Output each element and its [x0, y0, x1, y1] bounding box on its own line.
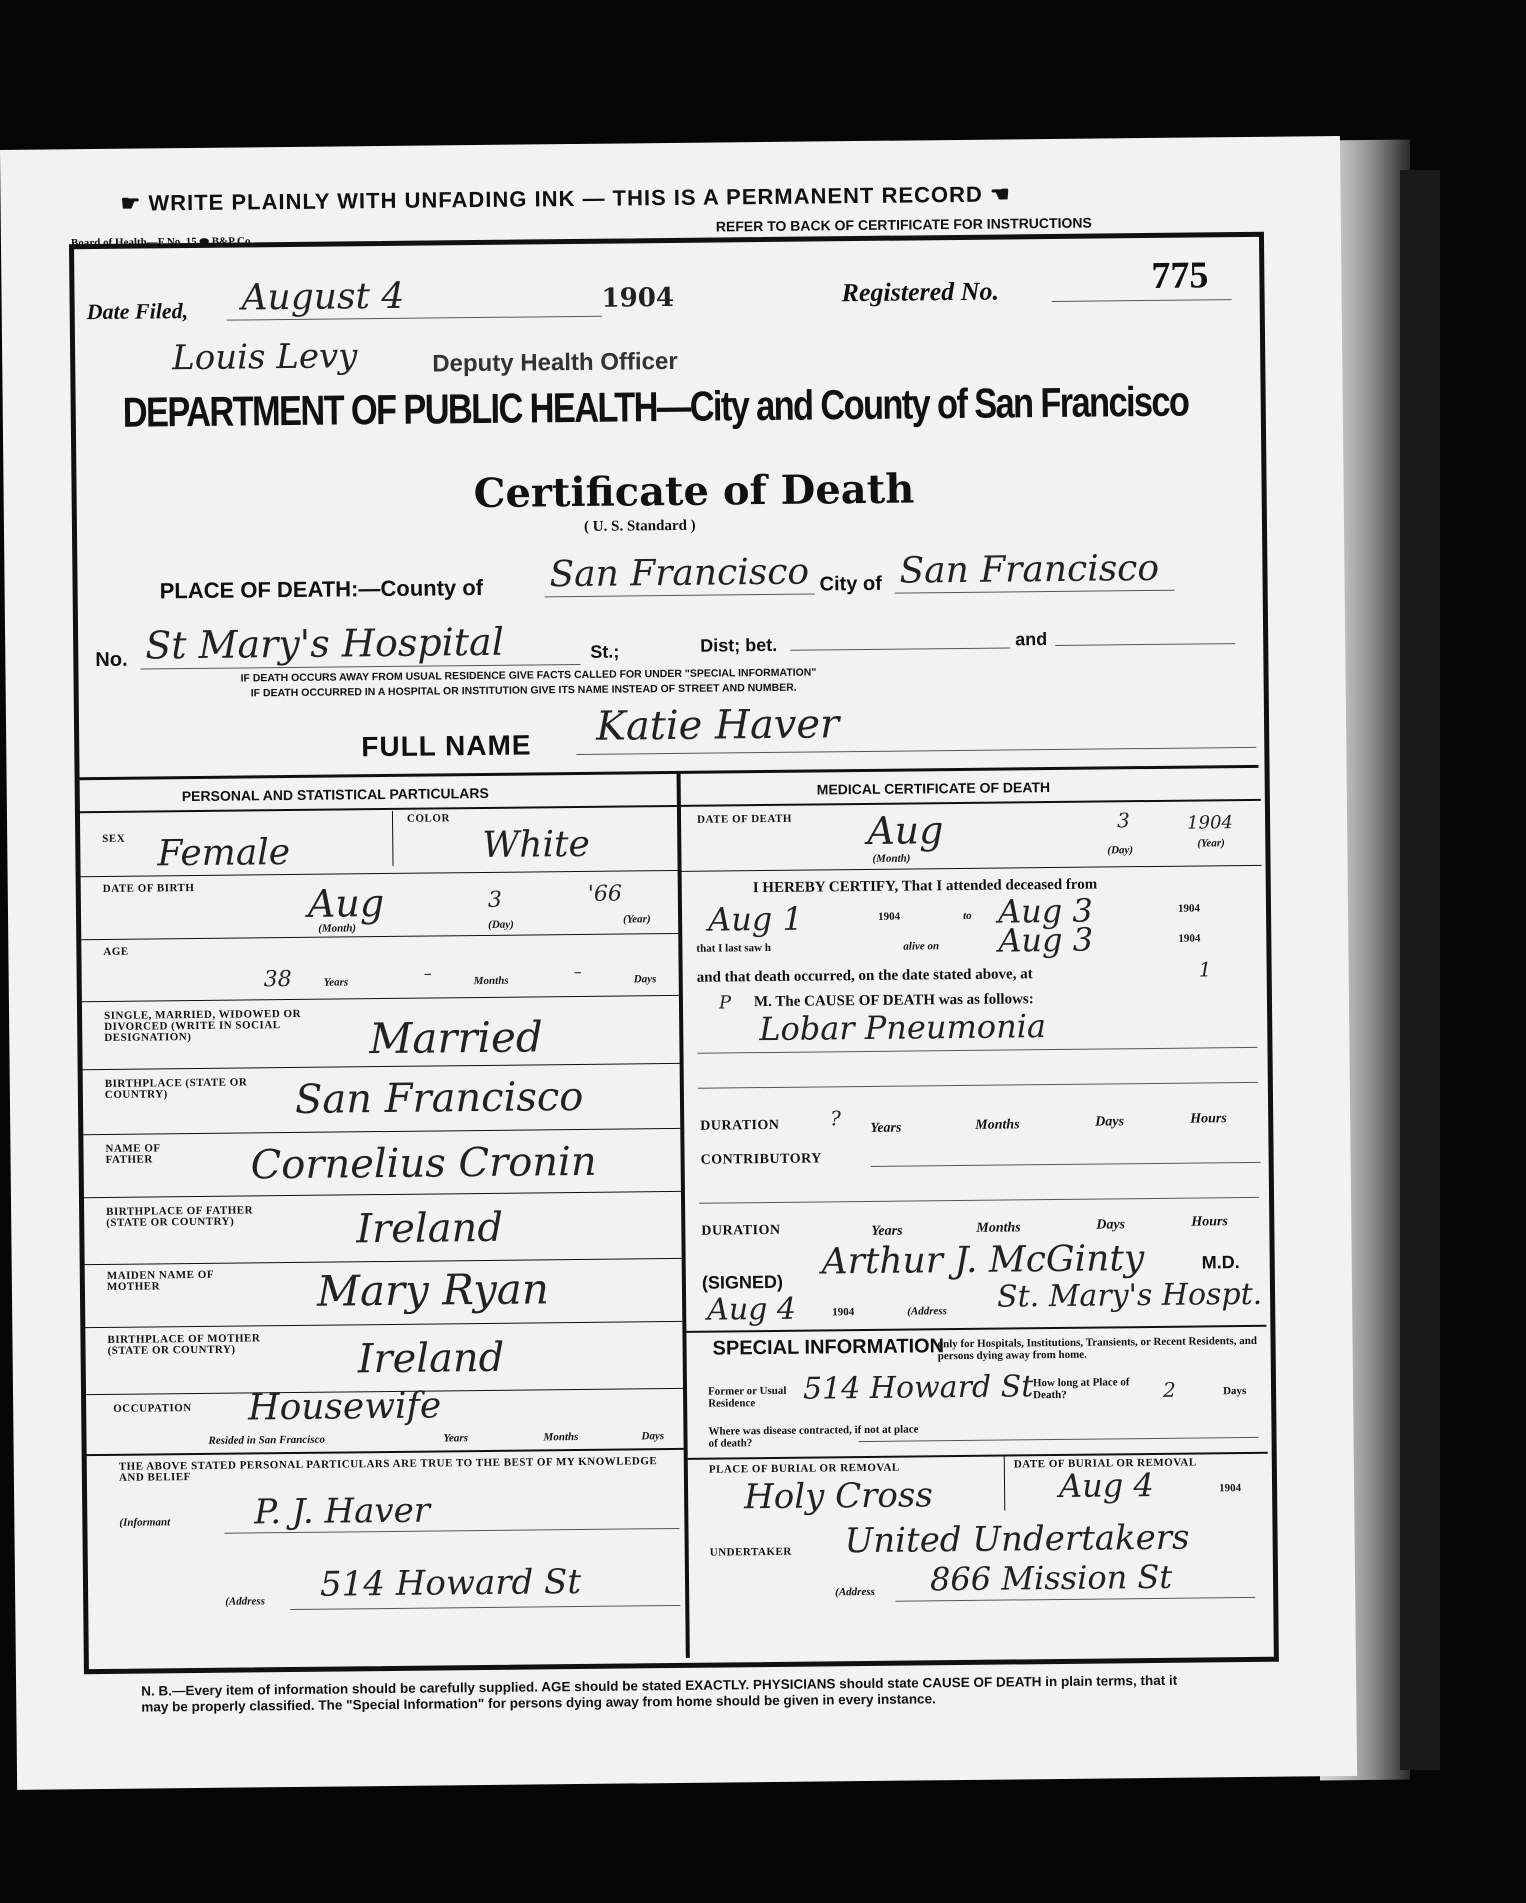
sex-label: SEX	[102, 832, 126, 845]
occurred-at-value: 1	[1198, 957, 1212, 982]
dod-year: 1904	[1187, 812, 1234, 834]
occurred-text: and that death occurred, on the date stated above, at	[696, 966, 1033, 986]
signed-address-label: (Address	[907, 1305, 948, 1318]
attended-to: Aug 3	[997, 891, 1093, 931]
age-years: 38	[263, 966, 292, 993]
cause-value: Lobar Pneumonia	[759, 1007, 1047, 1049]
duration-years-label: Years	[870, 1120, 902, 1136]
alive-year: 1904	[1178, 932, 1201, 945]
burial-place-label: PLACE OF BURIAL OR REMOVAL	[708, 1461, 900, 1476]
am-pm-value: P	[718, 992, 732, 1014]
father-value: Cornelius Cronin	[250, 1138, 597, 1189]
duration2-label: DURATION	[701, 1222, 781, 1239]
resided-years-label: Years	[443, 1432, 469, 1445]
dob-day-label: (Day)	[488, 918, 514, 931]
dod-label: DATE OF DEATH	[696, 812, 793, 826]
full-name-label: FULL NAME	[361, 729, 532, 763]
place-label: PLACE OF DEATH:—County of	[159, 574, 484, 604]
to-label: to	[963, 909, 972, 922]
board-note: Board of Health—F No. 15 ⬬ B&P Co	[70, 235, 251, 250]
full-name-value: Katie Haver	[595, 701, 840, 750]
officer-title: Deputy Health Officer	[432, 347, 678, 378]
how-long-days-label: Days	[1223, 1385, 1247, 1398]
signed-date: Aug 4	[707, 1291, 797, 1328]
dod-year-label: (Year)	[1197, 837, 1225, 850]
special-heading-note: only for Hospitals, Institutions, Transients, or Recent Residents, and persons dying away from home.	[937, 1334, 1258, 1363]
officer-signature: Louis Levy	[171, 336, 358, 379]
and-label: and	[1015, 629, 1048, 650]
md-label: M.D.	[1201, 1252, 1240, 1273]
certify-text: I HEREBY CERTIFY, That I attended deceased from	[752, 876, 1098, 897]
cause-text: M. The CAUSE OF DEATH was as follows:	[753, 991, 1034, 1011]
department-title: DEPARTMENT OF PUBLIC HEALTH—City and County of San Francisco	[122, 377, 1189, 436]
burial-place-value: Holy Cross	[743, 1475, 934, 1518]
certificate-title: Certificate of Death	[473, 465, 915, 518]
refer-note: REFER TO BACK OF CERTIFICATE FOR INSTRUCTIONS	[715, 214, 1092, 235]
father-label: NAME OF FATHER	[105, 1142, 161, 1166]
occupation-label: OCCUPATION	[113, 1402, 192, 1415]
birthplace-label: BIRTHPLACE (STATE OR COUNTRY)	[104, 1076, 248, 1101]
undertaker-value: United Undertakers	[844, 1517, 1190, 1562]
pointing-hand-icon: ☚	[982, 181, 1011, 207]
no-label: No.	[95, 648, 128, 672]
no-value: St Mary's Hospital	[144, 619, 505, 668]
birthplace-value: San Francisco	[294, 1073, 584, 1123]
marital-value: Married	[369, 1012, 543, 1064]
burial-year: 1904	[1219, 1482, 1242, 1495]
burial-date-label: DATE OF BURIAL OR REMOVAL	[1013, 1456, 1197, 1471]
contributory-label: CONTRIBUTORY	[700, 1151, 822, 1168]
attended-to-year: 1904	[1177, 902, 1201, 915]
dod-day-label: (Day)	[1107, 844, 1134, 857]
signed-label: (SIGNED)	[701, 1271, 784, 1293]
resided-label: Resided in San Francisco	[208, 1433, 326, 1447]
duration2-months-label: Months	[976, 1220, 1021, 1236]
death-certificate-page	[0, 136, 1357, 1790]
mother-value: Mary Ryan	[316, 1264, 550, 1316]
registered-label: Registered No.	[841, 276, 1000, 308]
father-birthplace-value: Ireland	[356, 1204, 504, 1253]
mother-label: MAIDEN NAME OF MOTHER	[106, 1268, 214, 1293]
how-long-label: How long at Place of Death?	[1032, 1376, 1130, 1402]
age-days: –	[573, 961, 582, 982]
duration-years-value: ?	[830, 1106, 842, 1131]
dob-day: 3	[487, 887, 503, 913]
signed-year: 1904	[832, 1306, 855, 1319]
mother-birthplace-label: BIRTHPLACE OF MOTHER (STATE OR COUNTRY)	[107, 1332, 261, 1357]
place-note-2: IF DEATH OCCURRED IN A HOSPITAL OR INSTITUTION GIVE ITS NAME INSTEAD OF STREET AND NUMBER.	[250, 681, 797, 700]
special-heading: SPECIAL INFORMATION	[712, 1335, 945, 1360]
alive-on-label: alive on	[903, 940, 940, 953]
informant-address-label: (Address	[225, 1595, 266, 1608]
where-contracted-label: Where was disease contracted, if not at place of death?	[708, 1423, 919, 1450]
dod-month: Aug	[866, 808, 944, 853]
pointing-hand-icon: ☛	[120, 190, 149, 216]
date-filed-label: Date Filed,	[86, 298, 189, 325]
city-label: City of	[819, 572, 882, 596]
dob-year: '66	[587, 881, 623, 907]
attest-text: THE ABOVE STATED PERSONAL PARTICULARS ARE TRUE TO THE BEST OF MY KNOWLEDGE AND BELIEF	[118, 1455, 658, 1484]
age-months: –	[423, 963, 432, 983]
former-residence-label: Former or Usual Residence	[707, 1384, 787, 1410]
duration-label: DURATION	[700, 1117, 780, 1134]
signed-value: Arthur J. McGinty	[821, 1238, 1145, 1283]
last-saw-text: that I last saw h	[696, 941, 772, 955]
city-value: San Francisco	[899, 547, 1160, 592]
personal-heading: PERSONAL AND STATISTICAL PARTICULARS	[181, 784, 489, 805]
color-label: COLOR	[406, 812, 450, 825]
undertaker-address-label: (Address	[835, 1585, 875, 1599]
duration2-hours-label: Hours	[1191, 1214, 1228, 1230]
age-years-label: Years	[323, 976, 349, 989]
attended-from-year: 1904	[878, 910, 901, 923]
date-filed-value: August 4	[241, 275, 405, 319]
burial-date-value: Aug 4	[1058, 1465, 1154, 1505]
marital-label: SINGLE, MARRIED, WIDOWED OR DIVORCED (WRITE IN SOCIAL DESIGNATION)	[104, 1007, 302, 1044]
age-label: AGE	[103, 945, 129, 958]
st-label: St.;	[590, 641, 620, 662]
signed-address-value: St. Mary's Hospt.	[996, 1276, 1263, 1315]
printer-seal-icon: ⬬	[199, 235, 209, 248]
dob-month: Aug	[307, 881, 385, 926]
undertaker-address-value: 866 Mission St	[929, 1557, 1173, 1599]
sex-value: Female	[157, 832, 291, 875]
occupation-value: Housewife	[247, 1385, 442, 1429]
color-value: White	[482, 823, 591, 866]
duration-months-label: Months	[975, 1117, 1020, 1133]
dist-label: Dist; bet.	[700, 634, 778, 656]
standard-note: ( U. S. Standard )	[583, 517, 696, 535]
medical-heading: MEDICAL CERTIFICATE OF DEATH	[816, 779, 1051, 798]
duration-hours-label: Hours	[1190, 1111, 1227, 1127]
resided-months-label: Months	[543, 1431, 579, 1444]
registered-number: 775	[1151, 254, 1209, 297]
age-months-label: Months	[473, 974, 509, 988]
book-spine-shadow	[1400, 170, 1440, 1770]
informant-label: (Informant	[119, 1516, 171, 1529]
duration-days-label: Days	[1095, 1114, 1125, 1130]
alive-date: Aug 3	[998, 920, 1094, 960]
informant-address-value: 514 Howard St	[319, 1561, 582, 1605]
dob-label: DATE OF BIRTH	[102, 882, 195, 895]
footer-note: N. B.—Every item of information should be carefully supplied. AGE should be stated EXACTLY. PHYSICIANS should state CAUSE OF DEATH in plain terms, that it may be properly classified. The "Special Information" for persons dying away from home should be given in every instance.	[141, 1672, 1178, 1715]
how-long-value: 2	[1162, 1377, 1176, 1402]
dod-month-label: (Month)	[872, 852, 911, 865]
dob-year-label: (Year)	[623, 913, 651, 926]
dod-day: 3	[1116, 808, 1130, 833]
resided-days-label: Days	[641, 1430, 665, 1443]
duration2-years-label: Years	[871, 1223, 903, 1239]
informant-value: P. J. Haver	[254, 1490, 431, 1533]
duration2-days-label: Days	[1096, 1217, 1126, 1233]
dob-month-label: (Month)	[318, 922, 357, 935]
undertaker-label: UNDERTAKER	[709, 1545, 792, 1559]
mother-birthplace-value: Ireland	[357, 1334, 505, 1383]
age-days-label: Days	[633, 973, 657, 986]
county-value: San Francisco	[549, 551, 810, 596]
attended-from: Aug 1	[707, 899, 804, 939]
father-birthplace-label: BIRTHPLACE OF FATHER (STATE OR COUNTRY)	[106, 1204, 254, 1229]
date-filed-year: 1904	[601, 282, 675, 314]
top-instruction: ☛ WRITE PLAINLY WITH UNFADING INK — THIS IS A PERMANENT RECORD ☚	[120, 181, 1011, 216]
place-note-1: IF DEATH OCCURS AWAY FROM USUAL RESIDENCE GIVE FACTS CALLED FOR UNDER "SPECIAL INFORMATION"	[240, 666, 817, 685]
former-residence-value: 514 Howard St	[802, 1369, 1034, 1407]
